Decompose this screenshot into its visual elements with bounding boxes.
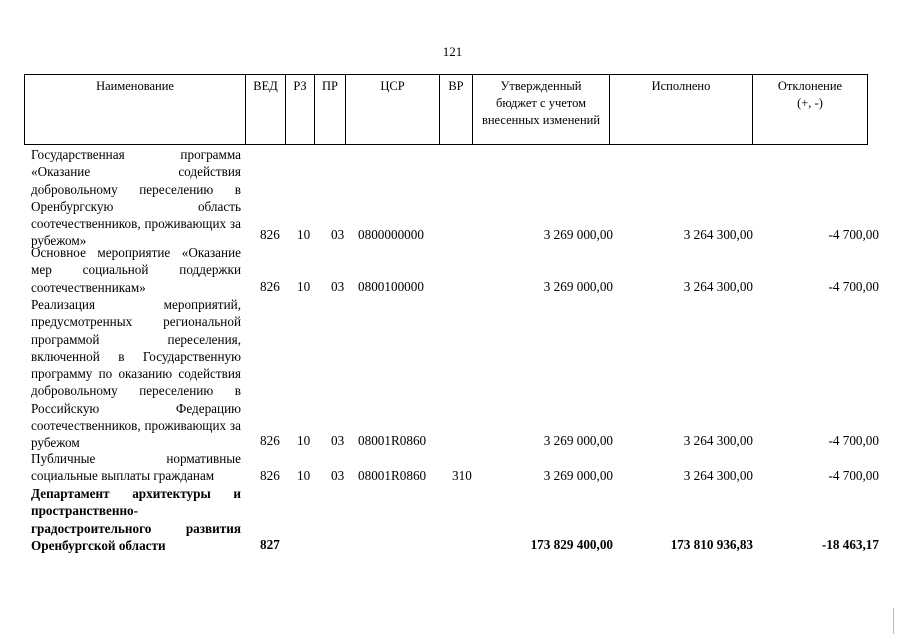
row-deviation: -4 700,00: [828, 227, 879, 242]
row-name: Публичные нормативные социальные выплаты гражданам: [31, 451, 241, 484]
header-ved: ВЕД: [245, 75, 285, 144]
header-deviation: Отклонение (+, -): [752, 75, 868, 144]
row-pr: 03: [331, 279, 345, 294]
row-executed: 173 810 936,83: [670, 537, 753, 552]
scan-edge-mark: [893, 608, 894, 634]
row-csr: 0800000000: [358, 227, 424, 242]
row-deviation: -4 700,00: [828, 279, 879, 294]
row-name: Основное мероприятие «Оказание мер социальной поддержки соотечественникам»: [31, 245, 241, 295]
header-executed: Исполнено: [609, 75, 752, 144]
row-approved: 3 269 000,00: [543, 468, 613, 483]
row-executed: 3 264 300,00: [683, 433, 753, 448]
row-deviation: -4 700,00: [828, 433, 879, 448]
row-executed: 3 264 300,00: [683, 279, 753, 294]
row-approved: 3 269 000,00: [543, 227, 613, 242]
row-rz: 10: [297, 279, 311, 294]
row-deviation: -18 463,17: [821, 537, 879, 552]
header-vr: ВР: [439, 75, 472, 144]
row-rz: 10: [297, 433, 311, 448]
row-ved: 826: [260, 279, 280, 294]
row-name: Реализация мероприятий, предусмотренных региональной программой переселения, включенной в Государственную программу по оказанию содействия добровольному переселению в Российскую Федерацию соотечественников, проживающих за рубежом: [31, 297, 241, 451]
row-ved: 826: [260, 227, 280, 242]
row-pr: 03: [331, 468, 345, 483]
row-pr: 03: [331, 227, 345, 242]
row-approved: 3 269 000,00: [543, 279, 613, 294]
row-vr: 310: [452, 468, 472, 483]
page-number: 121: [442, 44, 463, 59]
header-name: Наименование: [24, 75, 245, 144]
row-executed: 3 264 300,00: [683, 468, 753, 483]
row-approved: 173 829 400,00: [530, 537, 613, 552]
header-rz: РЗ: [285, 75, 314, 144]
header-csr: ЦСР: [345, 75, 439, 144]
row-ved: 826: [260, 433, 280, 448]
row-pr: 03: [331, 433, 345, 448]
row-rz: 10: [297, 227, 311, 242]
row-deviation: -4 700,00: [828, 468, 879, 483]
row-name: Департамент архитектуры и пространственно-градостроительного развития Оренбургской области: [31, 486, 241, 553]
row-csr: 08001R0860: [358, 433, 427, 448]
row-csr: 0800100000: [358, 279, 424, 294]
row-name: Государственная программа «Оказание содействия добровольному переселению в Оренбургскую область соотечественников, проживающих за рубежом»: [31, 147, 241, 249]
row-ved: 826: [260, 468, 280, 483]
row-approved: 3 269 000,00: [543, 433, 613, 448]
row-executed: 3 264 300,00: [683, 227, 753, 242]
row-csr: 08001R0860: [358, 468, 427, 483]
header-approved: Утвержденный бюджет с учетом внесенных изменений: [472, 75, 609, 144]
row-rz: 10: [297, 468, 311, 483]
row-ved: 827: [260, 537, 280, 552]
table-header: [24, 74, 868, 145]
header-pr: ПР: [314, 75, 345, 144]
